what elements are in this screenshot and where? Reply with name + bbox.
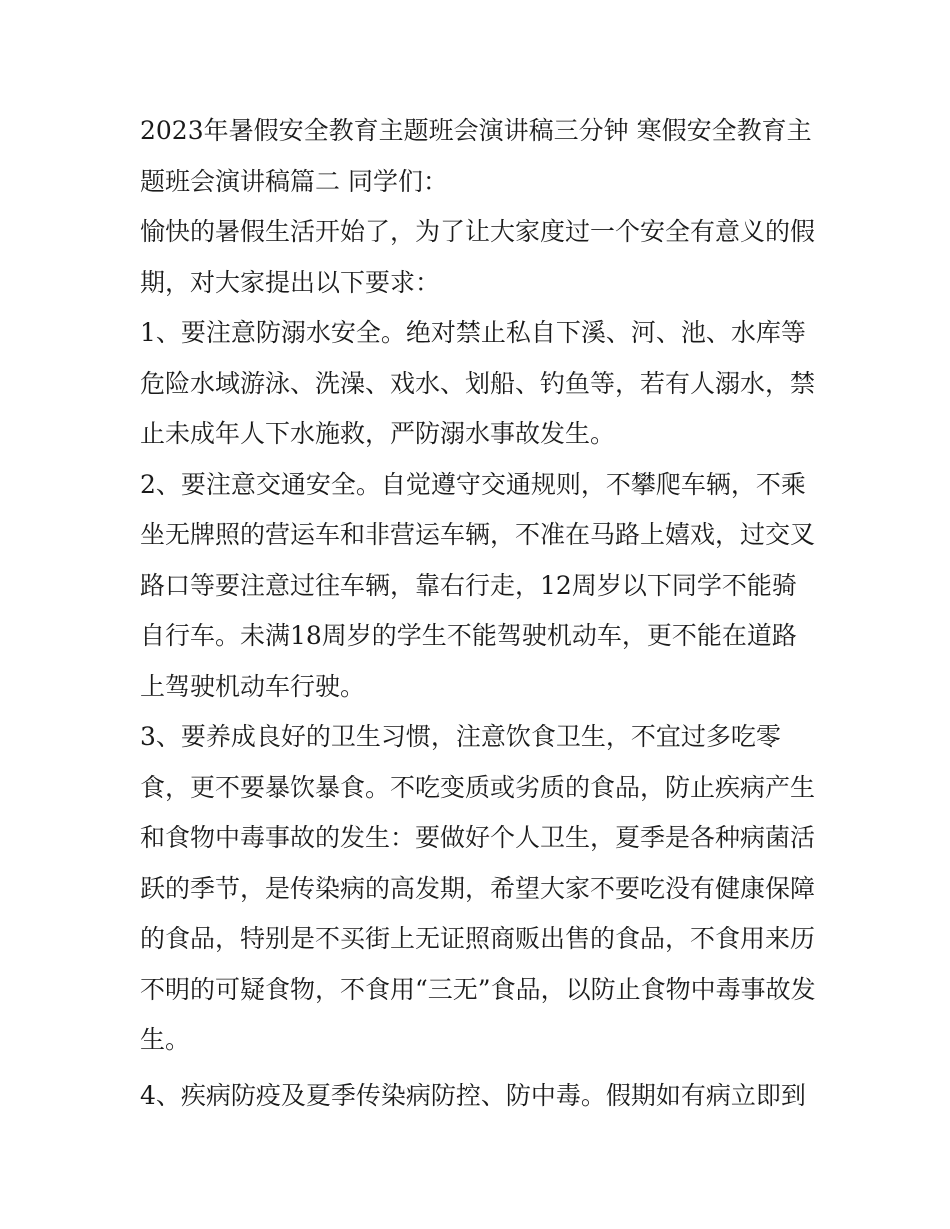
text-line: 的食品，特别是不买街上无证照商贩出售的食品，不食用来历 (140, 924, 816, 953)
text-line: 和食物中毒事故的发生：要做好个人卫生，夏季是各种病菌活 (140, 823, 816, 852)
text-line: 上驾驶机动车行驶。 (140, 671, 366, 701)
text-line: 食，更不要暴饮暴食。不吃变质或劣质的食品，防止疾病产生 (140, 772, 816, 802)
text-line: 自行车。未满18周岁的学生不能驾驶机动车，更不能在道路 (140, 621, 797, 650)
text-line: 止未成年人下水施救，严防溺水事故发生。 (140, 419, 616, 448)
text-line: 生。 (140, 1025, 191, 1054)
text-line: 不明的可疑食物，不食用“三无”食品，以防止食物中毒事故发 (140, 974, 816, 1004)
text-line: 3、要养成良好的卫生习惯，注意饮食卫生，不宜过多吃零 (140, 722, 781, 751)
text-line: 1、要注意防溺水安全。绝对禁止私自下溪、河、池、水库等 (140, 318, 806, 347)
text-line: 路口等要注意过往车辆，靠右行走，12周岁以下同学不能骑 (140, 570, 797, 600)
text-line: 题班会演讲稿篇二 同学们： (140, 166, 448, 196)
text-line: 4、疾病防疫及夏季传染病防控、防中毒。假期如有病立即到 (140, 1080, 806, 1110)
text-line: 愉快的暑假生活开始了，为了让大家度过一个安全有意义的假 (140, 217, 816, 246)
text-line: 坐无牌照的营运车和非营运车辆，不准在马路上嬉戏，过交叉 (140, 520, 816, 549)
text-line: 期，对大家提出以下要求： (140, 267, 441, 297)
text-line: 危险水域游泳、洗澡、戏水、划船、钓鱼等，若有人溺水，禁 (140, 368, 816, 398)
text-line: 跃的季节，是传染病的高发期，希望大家不要吃没有健康保障 (140, 873, 816, 903)
text-line: 2、要注意交通安全。自觉遵守交通规则，不攀爬车辆，不乘 (140, 469, 806, 499)
text-line: 2023年暑假安全教育主题班会演讲稿三分钟 寒假安全教育主 (140, 116, 812, 145)
document-body (140, 106, 820, 1121)
